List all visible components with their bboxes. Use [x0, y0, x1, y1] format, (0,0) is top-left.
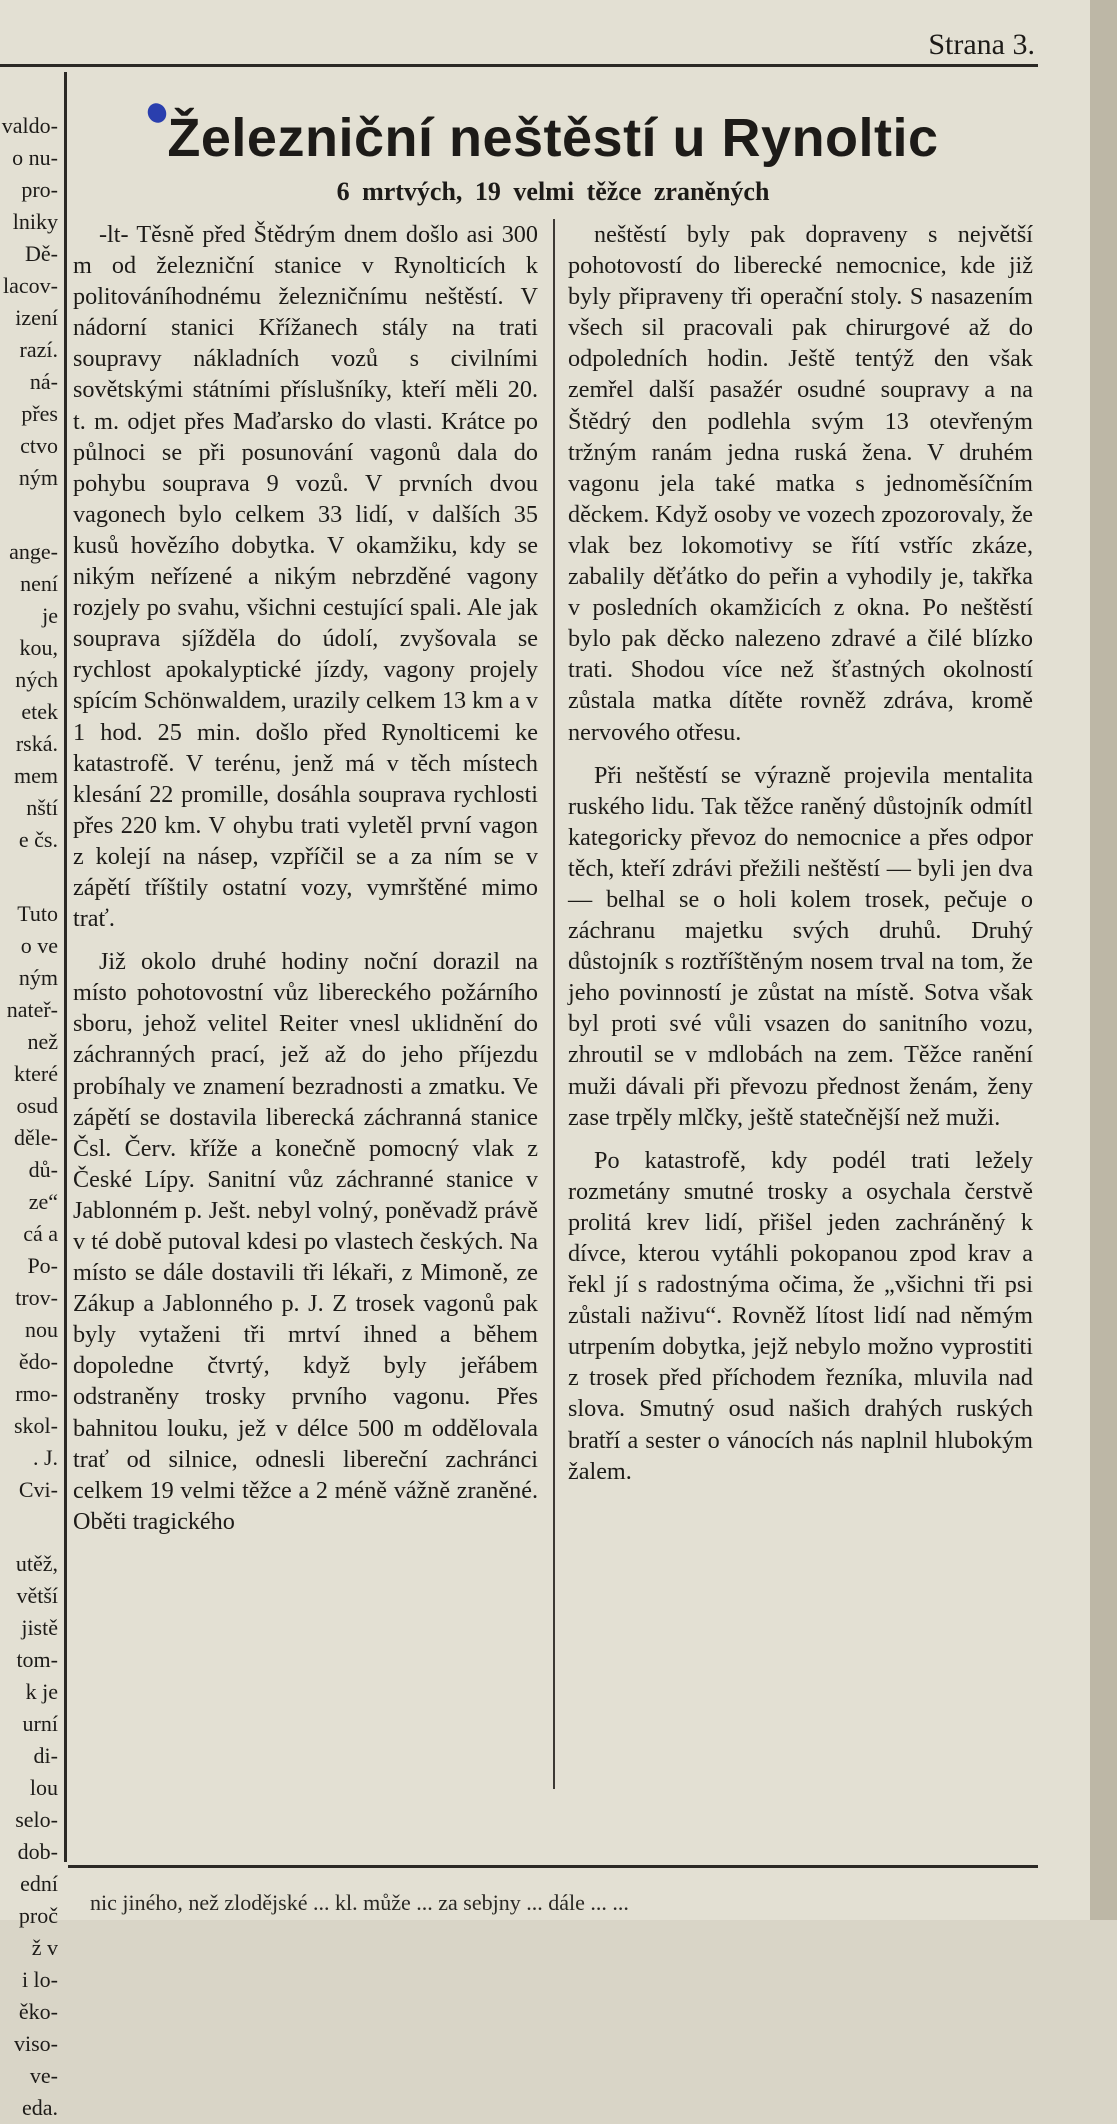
next-article-fragment: nic jiného, než zlodějské ... kl. může ... za sebjny ... dále ... ...	[90, 1890, 629, 1915]
column-fragment: k je	[25, 1679, 58, 1704]
column-fragment: skol-	[14, 1413, 58, 1438]
column-fragment: ž v	[31, 1935, 58, 1960]
article-columns	[68, 219, 1038, 1789]
page-number: Strana 3.	[928, 28, 1035, 61]
column-fragment: ange-	[9, 539, 58, 564]
column-fragment: nou	[25, 1317, 58, 1342]
column-fragment: eda.	[21, 2095, 58, 2120]
column-fragment: rská.	[15, 731, 58, 756]
column-fragment: o ve	[20, 933, 58, 958]
column-fragment: proč	[18, 1903, 58, 1928]
page-edge	[1090, 0, 1117, 1920]
column-divider	[553, 219, 555, 1789]
column-fragment: o nu-	[12, 145, 58, 170]
article-subtitle: 6 mrtvých, 19 velmi těžce zraněných	[336, 177, 770, 206]
column-fragment: jistě	[21, 1615, 58, 1640]
paragraph: Již okolo druhé hodiny noční dorazil na místo pohotovostní vůz libereckého požárního sboru, jehož velitel Reiter vnesl uklidnění do záchranných prací, jež až do jeho příjezdu probíhaly ve znamení bezradnosti a zmatku. Ve zápětí se dostavila liberecká záchranná stanice Čsl. Červ. kříže a konečně pomocný vlak z České Lípy. Sanitní vůz záchranné stanice v Jablonném p. Ješt. nebyl volný, poněvadž právě v té době putoval kdesi po vlastech českých. Na místo se dále dostavili tři lékaři, z Mimoně, ze Zákup a Jablonného p. J. Z trosek vagonů pak byly vytaženi tři mrtví ihned a během dopoledne čtvrtý, když byly jeřábem odstraněny trosky prvního vagonu. Přes bahnitou louku, jež v délce 500 m oddělovala trať od silnice, odnesli libereční zachránci celkem 19 velmi těžce a 2 méně vážně zraněné. Oběti tragického	[73, 948, 538, 1535]
fragment-gap	[0, 856, 58, 898]
paragraph: Po katastrofě, kdy podél trati ležely rozmetány smutné trosky a osychala čerstvě prolitá krev lidí, přišel jeden zachráněný k dívce, kterou vytáhli pokopanou zpod krav a řekl jí s radostnýma očima, že „všichni tři psi zůstali naživu“. Rovněž lítost lidí nad němým utrpením dobytka, jejž nebylo možno vyprostiti z trosek před příchodem řezníka, mluvila nad slova. Smutný osud našich drahých ruských bratří a sester o vánocích nás naplnil hlubokým žalem.	[568, 1146, 1033, 1485]
column-fragment: děle-	[14, 1125, 58, 1150]
column-fragment: než	[27, 1029, 58, 1054]
column-fragment: razí.	[19, 337, 58, 362]
column-fragment: mem	[14, 763, 58, 788]
column-fragment: izení	[15, 305, 58, 330]
column-fragment: di-	[33, 1743, 58, 1768]
column-fragment: ných	[15, 667, 58, 692]
column-fragment: Dě-	[25, 241, 58, 266]
top-rule	[0, 64, 1038, 67]
article-title: Železniční neštěstí u Rynoltic	[167, 108, 939, 168]
column-rule	[64, 72, 67, 1862]
column-fragment: dob-	[17, 1839, 58, 1864]
bottom-rule	[68, 1865, 1038, 1868]
column-fragment: ctvo	[20, 433, 58, 458]
column-fragment: které	[14, 1061, 58, 1086]
column-fragment: rmo-	[15, 1381, 58, 1406]
column-fragment: lniky	[12, 209, 58, 234]
column-fragment: ední	[20, 1871, 58, 1896]
column-fragment: nateř-	[6, 997, 58, 1022]
column-fragment: kou,	[19, 635, 58, 660]
column-fragment: osud	[16, 1093, 58, 1118]
previous-column-fragments	[0, 110, 58, 2120]
column-fragment: utěž,	[15, 1551, 58, 1576]
column-fragment: lacov-	[3, 273, 58, 298]
column-fragment: . J.	[32, 1445, 58, 1470]
column-fragment: pro-	[21, 177, 58, 202]
column-fragment: ným	[18, 465, 58, 490]
column-fragment: Cvi-	[18, 1477, 58, 1502]
paragraph: Při neštěstí se výrazně projevila mentalita ruského lidu. Tak těžce raněný důstojník odmítl kategoricky převoz do nemocnice a přes odpor těch, kteří zdrávi přežili neštěstí — byli jen dva — belhal se o holi kolem trosek, pečuje o záchranu majetku svých druhů. Druhý důstojník s roztříštěným nosem trval na tom, že jeho povinností je zůstat na místě. Sotva však byl proti své vůli vsazen do sanitního vozu, zhroutil se v mdlobách na zem. Těžce ranění muži dávali při převozu přednost ženám, ženy zase trpěly mlčky, ještě statečnější než muži.	[568, 761, 1033, 1131]
column-fragment: nští	[26, 795, 58, 820]
paragraph: -lt- Těsně před Štědrým dnem došlo asi 300 m od železniční stanice v Rynolticích k politováníhodnému železničnímu neštěstí. V nádorní stanici Křížanech stály na trati soupravy nákladních vozů s civilními sovětskými státními příslušníky, kteří měli 20. t. m. odjet přes Maďarsko do vlasti. Krátce po půlnoci se při posunování vagonů dala do pohybu souprava 9 vozů. V prvních dvou vagonech bylo celkem 33 lidí, v dalších 35 kusů hovězího dobytka. V okamžiku, kdy se nikým neřízené a nikým nebrzděné vagony rozjely po svahu, všichni cestující spali. Ale jak souprava sjížděla do údolí, zvyšovala se rychlost apokalyptické jízdy, vagony projely spícím Schönwaldem, urazily celkem 13 km a v 1 hod. 25 min. došlo před Rynolticemi ke katastrofě. V terénu, jenž má v těch místech klesání 22 promille, dosáhla souprava rychlosti přes 220 km. V ohybu trati vyletěl první vagon z kolejí na násep, vzpříčil se a za ním se v zápětí tříštily ostatní vozy, vymrštěné mimo trať.	[73, 221, 538, 933]
column-fragment: přes	[21, 401, 58, 426]
column-fragment: ve-	[29, 2063, 58, 2088]
column-fragment: lou	[29, 1775, 58, 1800]
column-fragment: valdo-	[1, 113, 58, 138]
column-fragment: tom-	[16, 1647, 58, 1672]
column-fragment: Tuto	[17, 901, 58, 926]
column-fragment: ěko-	[18, 1999, 58, 2024]
fragment-gap	[0, 1506, 58, 1548]
article	[68, 85, 1038, 1789]
column-fragment: ná-	[29, 369, 58, 394]
column-fragment: cá a	[23, 1221, 58, 1246]
column-fragment: selo-	[15, 1807, 58, 1832]
column-fragment: větší	[16, 1583, 58, 1608]
column-fragment: etek	[21, 699, 58, 724]
column-fragment: viso-	[14, 2031, 58, 2056]
column-fragment: dů-	[28, 1157, 58, 1182]
column-fragment: je	[42, 603, 58, 628]
paragraph: neštěstí byly pak dopraveny s největší pohotovostí do liberecké nemocnice, kde již byly připraveny tři operační stoly. S nasazením všech sil pracovali pak chirurgové až do odpoledních hodin. Ještě tentýž den však zemřel další pasažér osudné soupravy a na Štědrý den podlehla svým 13 otevřeným tržným ranám jedna ruská žena. V druhém vagonu jela také matka s jednoměsíčním děckem. Když osoby ve vozech zpozorovaly, že vlak bez lokomotivy se řítí vstříc zkáze, zabalily děťátko do peřin a vyhodily je, takřka v posledních okamžicích z okna. Po neštěstí bylo pak děcko nalezeno zdravé a čilé blízko trati. Shodou více než šťastných okolností zůstala matka dítěte rovněž zdráva, kromě nervového otřesu.	[568, 221, 1033, 746]
column-fragment: ným	[18, 965, 58, 990]
fragment-gap	[0, 494, 58, 536]
column-fragment: není	[20, 571, 58, 596]
article-column-left	[73, 219, 538, 1537]
column-fragment: urní	[22, 1711, 58, 1736]
column-fragment: trov-	[15, 1285, 58, 1310]
column-fragment: Po-	[27, 1253, 58, 1278]
column-fragment: e čs.	[18, 827, 58, 852]
column-fragment: ědo-	[18, 1349, 58, 1374]
column-fragment: ze“	[28, 1189, 58, 1214]
column-fragment: i lo-	[21, 1967, 58, 1992]
article-column-right	[568, 219, 1033, 1487]
